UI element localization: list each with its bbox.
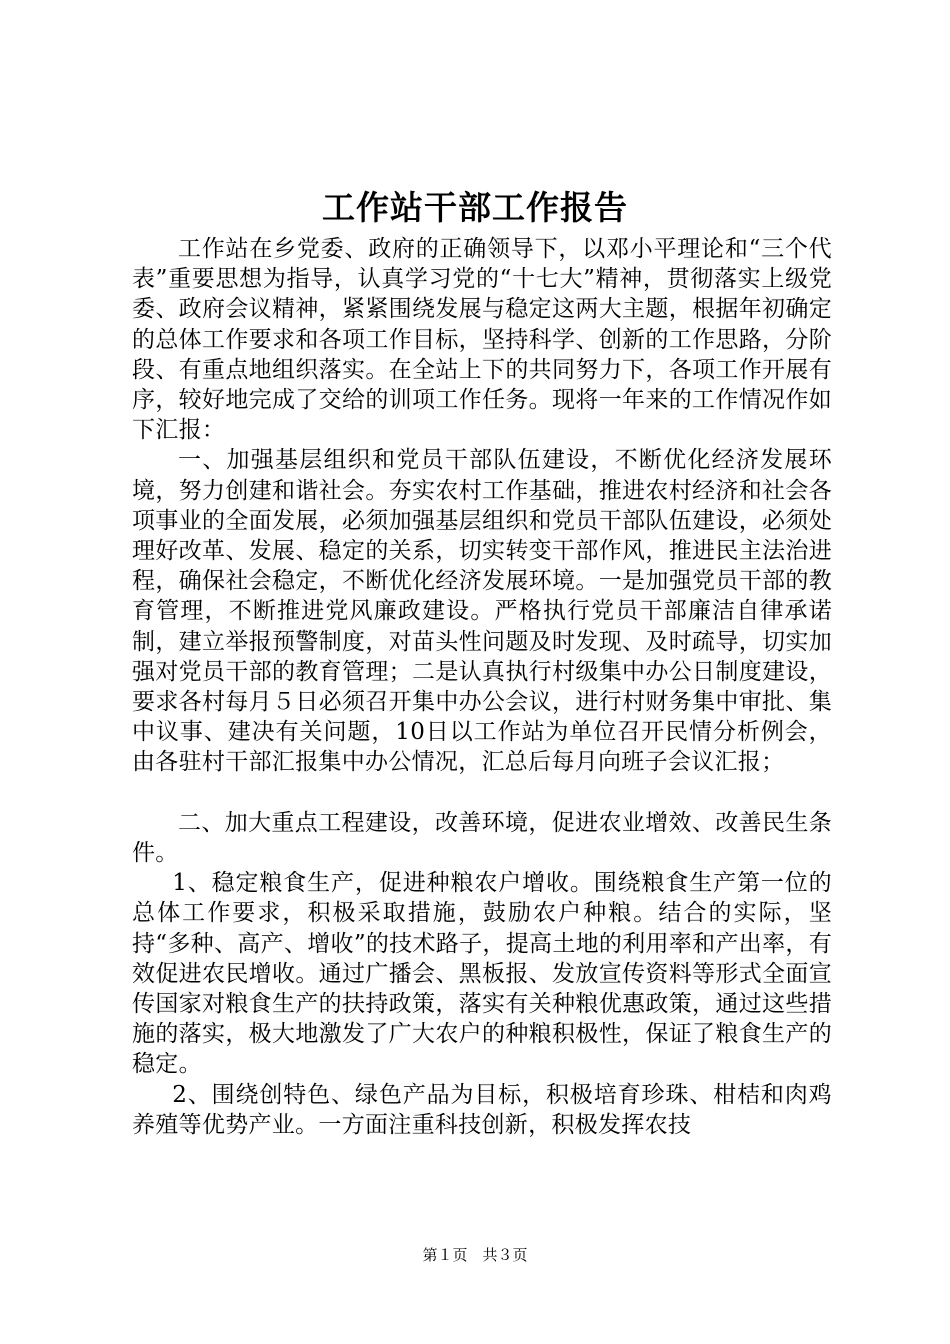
document-title: 工作站干部工作报告 <box>322 188 628 227</box>
document-body <box>132 234 832 1140</box>
paragraph-section-2: 二、加大重点工程建设，改善环境，促进农业增效、改善民生条件。 <box>132 809 832 867</box>
paragraph-item-1: 1、稳定粮食生产，促进种粮农户增收。围绕粮食生产第一位的总体工作要求，积极采取措施，鼓励农户种粮。结合的实际，坚持“多种、高产、增收”的技术路子，提高土地的利用率和产出率，有效促进农民增收。通过广播会、黑板报、发放宣传资料等形式全面宣传国家对粮食生产的扶持政策，落实有关种粮优惠政策，通过这些措施的落实，极大地激发了广大农户的种粮积极性，保证了粮食生产的稳定。 <box>132 870 832 1078</box>
page-footer: 第１页 共３页 <box>422 1246 528 1264</box>
paragraph-item-2: 2、围绕创特色、绿色产品为目标，积极培育珍珠、柑桔和肉鸡养殖等优势产业。一方面注重科技创新，积极发挥农技 <box>132 1081 832 1138</box>
paragraph-section-1: 一、加强基层组织和党员干部队伍建设，不断优化经济发展环境，努力创建和谐社会。夯实农村工作基础，推进农村经济和社会各项事业的全面发展，必须加强基层组织和党员干部队伍建设，必须处理好改革、发展、稳定的关系，切实转变干部作风，推进民主法治进程，确保社会稳定，不断优化经济发展环境。一是加强党员干部的教育管理，不断推进党风廉政建设。严格执行党员干部廉洁自律承诺制，建立举报预警制度，对苗头性问题及时发现、及时疏导，切实加强对党员干部的教育管理；二是认真执行村级集中办公日制度建设，要求各村每月５日必须召开集中办公会议，进行村财务集中审批、集中议事、建决有关问题，10日以工作站为单位召开民情分析例会，由各驻村干部汇报集中办公情况，汇总后每月向班子会议汇报； <box>132 447 832 776</box>
paragraph-intro: 工作站在乡党委、政府的正确领导下，以邓小平理论和“三个代表”重要思想为指导，认真学习党的“十七大”精神，贯彻落实上级党委、政府会议精神，紧紧围绕发展与稳定这两大主题，根据年初确定的总体工作要求和各项工作目标，坚持科学、创新的工作思路，分阶段、有重点地组织落实。在全站上下的共同努力下，各项工作开展有序，较好地完成了交给的训项工作任务。现将一年来的工作情况作如下汇报： <box>132 236 832 444</box>
paragraph-spacer <box>132 778 832 808</box>
